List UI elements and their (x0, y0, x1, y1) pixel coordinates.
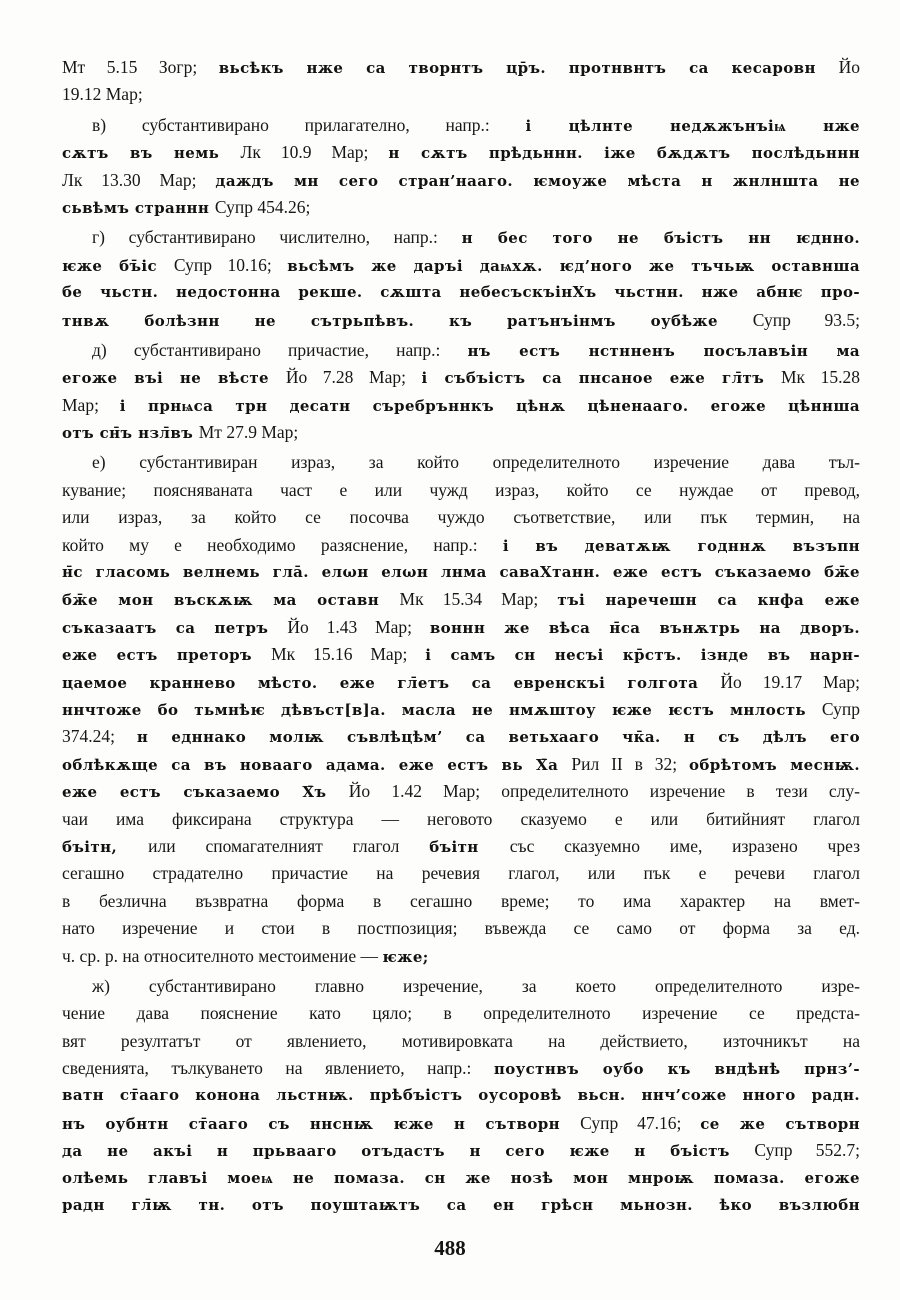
paragraph (62, 224, 860, 334)
old-slavonic-text: і въ деватѫѭ годннѫ възъпн (502, 536, 860, 555)
text-line (62, 449, 860, 476)
text-block (62, 54, 860, 1219)
modern-text: ж) субстантивирано главно изречение, за което определителното изре- (92, 975, 860, 996)
modern-text: 19.12 Мар; (62, 84, 143, 105)
modern-text: Йо 19.17 Мар; (720, 671, 860, 692)
text-line (62, 419, 860, 446)
text-line (62, 751, 860, 778)
old-slavonic-text: н сѫтъ прѣдьннн. іже бѫдѫтъ послѣдьннн (388, 144, 860, 163)
modern-text: Йо (838, 57, 860, 77)
old-slavonic-text: бъітн (429, 837, 510, 856)
modern-text: е) субстантивиран израз, за който определителното изречение дава тъл- (92, 452, 860, 473)
modern-text: Мар; (62, 394, 120, 415)
text-line (62, 1000, 860, 1027)
old-slavonic-text: н̄с гласомь велнемь гла̄. елωн елωн лнма саваХтанн. еже естъ съказаемо бж̄е (62, 563, 860, 582)
modern-text: Мк 15.16 Мар; (271, 644, 426, 665)
text-line (62, 806, 860, 833)
text-line (62, 307, 860, 334)
text-line (62, 1137, 860, 1164)
old-slavonic-text: облѣкѫще са въ новааго адама. еже естъ вь Х̄а (62, 755, 572, 774)
text-line (62, 915, 860, 942)
modern-text: Йо 7.28 Мар; (285, 367, 422, 388)
modern-text: чение дава пояснение като цяло; в определителното изречение се предста- (62, 1003, 860, 1024)
text-line (62, 532, 860, 559)
text-line (62, 477, 860, 504)
modern-text: Лк 10.9 Мар; (240, 142, 389, 163)
text-line (62, 778, 860, 805)
modern-text: Мт 5.15 Зогр; (62, 57, 219, 77)
old-slavonic-text: вьсѣмъ же даръі даѩхѫ. ѥд’ного же тъчьѭ оставнша (287, 256, 860, 275)
old-slavonic-text: і събъістъ са пнсаное еже гл̄тъ (421, 369, 781, 388)
text-line (62, 943, 860, 970)
text-line (62, 669, 860, 696)
modern-text: или израз, за който се посочва чуждо съответствие, или пък термин, на (62, 507, 860, 528)
text-line (62, 337, 860, 364)
text-line (62, 723, 860, 750)
modern-text: в) субстантивирано прилагателно, напр.: (92, 114, 526, 135)
text-line (62, 81, 860, 108)
paragraph (62, 112, 860, 222)
text-line (62, 860, 860, 887)
old-slavonic-text: н бес того не бъістъ нн ѥднно. (461, 229, 860, 248)
old-slavonic-text: съказаатъ са петръ (62, 618, 288, 637)
modern-text: 374.24; (62, 726, 137, 747)
text-line (62, 279, 860, 306)
text-line (62, 1110, 860, 1137)
old-slavonic-text: тнвѫ болѣзнн не сътрьпѣвъ. къ ратънъінмъ оубѣже (62, 311, 753, 330)
modern-text: вят резултатът от явлението, мотивировката на действието, източникът на (62, 1030, 860, 1051)
old-slavonic-text: і прнѩса трн десатн съребръннкъ цѣнѫ цѣненааго. егоже цѣннша (119, 396, 860, 415)
modern-text: Супр 552.7; (754, 1140, 860, 1161)
modern-text: Супр 47.16; (580, 1112, 701, 1133)
old-slavonic-text: сѫтъ въ немь (62, 144, 241, 163)
old-slavonic-text: егоже въі не вѣсте (62, 369, 286, 388)
paragraph (62, 54, 860, 109)
text-line (62, 167, 860, 194)
old-slavonic-text: вьсѣкъ нже са творнтъ цр̄ъ. протнвнтъ са кесаровн (218, 59, 839, 77)
modern-text: Супр 454.26; (214, 196, 311, 217)
old-slavonic-text: воннн же вѣса н̄са вънѫтрь на дворъ. (429, 618, 860, 637)
text-line (62, 504, 860, 531)
text-line (62, 641, 860, 668)
paragraph (62, 337, 860, 447)
modern-text: Йо 1.42 Мар; определителното изречение в тези слу- (348, 781, 860, 802)
old-slavonic-text: і самъ сн несъі кр̄стъ. ізнде въ нарн- (425, 646, 860, 665)
modern-text: или спомагателният глагол (148, 835, 430, 856)
old-slavonic-text: бъітн, (62, 837, 149, 856)
old-slavonic-text: олѣемь главъі моеѩ не помаза. сн же нозѣ мон мнроѭ помаза. егоже (62, 1168, 860, 1187)
old-slavonic-text: сьвѣмъ страннн (62, 198, 215, 217)
text-line (62, 54, 860, 81)
old-slavonic-text: цаемое краннево мѣсто. еже гл̄етъ са евренскъі голгота (62, 673, 721, 692)
paragraph (62, 973, 860, 1220)
modern-text: който му е необходимо разяснение, напр.: (62, 534, 503, 555)
modern-text: ч. ср. р. на относителното местоимение — (62, 945, 383, 966)
text-line (62, 252, 860, 279)
modern-text: сегашно страдателно причастие на речевия глагол, или пък е речеви глагол (62, 863, 860, 884)
old-slavonic-text: ннчтоже бо тьмнѣѥ дѣвъст[в]а. масла не нмѫштоу ѥже ѥстъ мнлость (62, 700, 822, 719)
modern-text: Супр 93.5; (752, 309, 860, 330)
old-slavonic-text: обрѣтомъ меснѭ. (689, 755, 860, 774)
old-slavonic-text: нъ естъ нстнненъ посълавъін ма (467, 341, 860, 360)
text-line (62, 392, 860, 419)
page-footer (0, 1236, 900, 1261)
text-line (62, 364, 860, 391)
old-slavonic-text: ѥже бъ̄іс (62, 256, 174, 275)
modern-text: в безлична възвратна форма в сегашно време; то има характер на вмет- (62, 890, 860, 911)
text-line (62, 1082, 860, 1109)
modern-text: Йо 1.43 Мар; (287, 616, 430, 637)
modern-text: Супр 10.16; (173, 254, 288, 275)
old-slavonic-text: тъі наречешн са кнфа еже (557, 591, 860, 610)
text-line (62, 586, 860, 613)
modern-text: Лк 13.30 Мар; (62, 169, 216, 190)
text-line (62, 224, 860, 251)
text-line (62, 194, 860, 221)
modern-text: чаи има фиксирана структура — неговото сказуемо е или битийният глагол (62, 808, 860, 829)
modern-text: Мк 15.34 Мар; (399, 589, 558, 610)
old-slavonic-text: ватн ст̄ааго конона льстнѭ. прѣбъістъ оусоровѣ вьсн. ннч’соже нного радн. (62, 1086, 860, 1105)
paragraph (62, 449, 860, 969)
old-slavonic-text: еже естъ съказаемо Х̄ъ (62, 783, 349, 802)
old-slavonic-text: даждъ мн сего стран’нааго. ѥмоуже мѣста н жнлншта не (215, 171, 860, 190)
modern-text: Мт 27.9 Мар; (198, 422, 299, 443)
text-line (62, 888, 860, 915)
modern-text: г) субстантивирано числително, напр.: (92, 227, 462, 248)
old-slavonic-text: се же сътворн (700, 1114, 860, 1133)
old-slavonic-text: отъ сн̄ъ нзл̄въ (62, 424, 199, 443)
old-slavonic-text: поустнвъ оубо къ вндѣнѣ прнз’- (493, 1060, 860, 1079)
text-line (62, 833, 860, 860)
text-line (62, 1192, 860, 1219)
modern-text: сведенията, тълкуването на явлението, напр.: (62, 1058, 494, 1079)
old-slavonic-text: ѥже; (382, 947, 429, 966)
modern-text: кувание; поясняваната част е или чужд израз, който се нуждае от превод, (62, 479, 860, 500)
modern-text: със сказуемно име, изразено чрез (509, 835, 860, 856)
modern-text: Рил II в 32; (571, 753, 689, 774)
modern-text: Супр (821, 698, 860, 719)
text-line (62, 139, 860, 166)
old-slavonic-text: н едннако молѭ съвлѣцѣм’ са ветьхааго чк̄а. н съ дѣлъ его (136, 728, 860, 747)
old-slavonic-text: радн гл̄ѭ тн. отъ поуштаѭтъ са ен грѣсн мьнозн. ѣко възлюбн (62, 1196, 860, 1215)
text-line (62, 112, 860, 139)
text-line (62, 1165, 860, 1192)
old-slavonic-text: да не акъі н прьвааго отъдастъ н сего ѥже н бъістъ (62, 1142, 755, 1161)
old-slavonic-text: і цѣлнте недѫжънъіѩ нже (525, 116, 860, 135)
text-line (62, 696, 860, 723)
text-line (62, 973, 860, 1000)
modern-text: нато изречение и стои в постпозиция; въвежда се само от форма за ед. (62, 918, 860, 939)
modern-text: Мк 15.28 (781, 367, 860, 388)
modern-text: д) субстантивирано причастие, напр.: (92, 339, 468, 360)
text-line (62, 614, 860, 641)
text-line (62, 559, 860, 586)
page-number: 488 (434, 1236, 466, 1260)
text-line (62, 1028, 860, 1055)
old-slavonic-text: нъ оубнтн ст̄ааго съ ннснѭ ѥже н сътворн (62, 1114, 581, 1133)
old-slavonic-text: бж̄е мон въскѫѭ ма оставн (62, 591, 400, 610)
old-slavonic-text: еже естъ преторъ (62, 646, 272, 665)
old-slavonic-text: бе чьстн. недостонна рекше. сѫшта небесъскъінХъ чьстнн. нже абнѥ про- (62, 283, 860, 302)
text-line (62, 1055, 860, 1082)
